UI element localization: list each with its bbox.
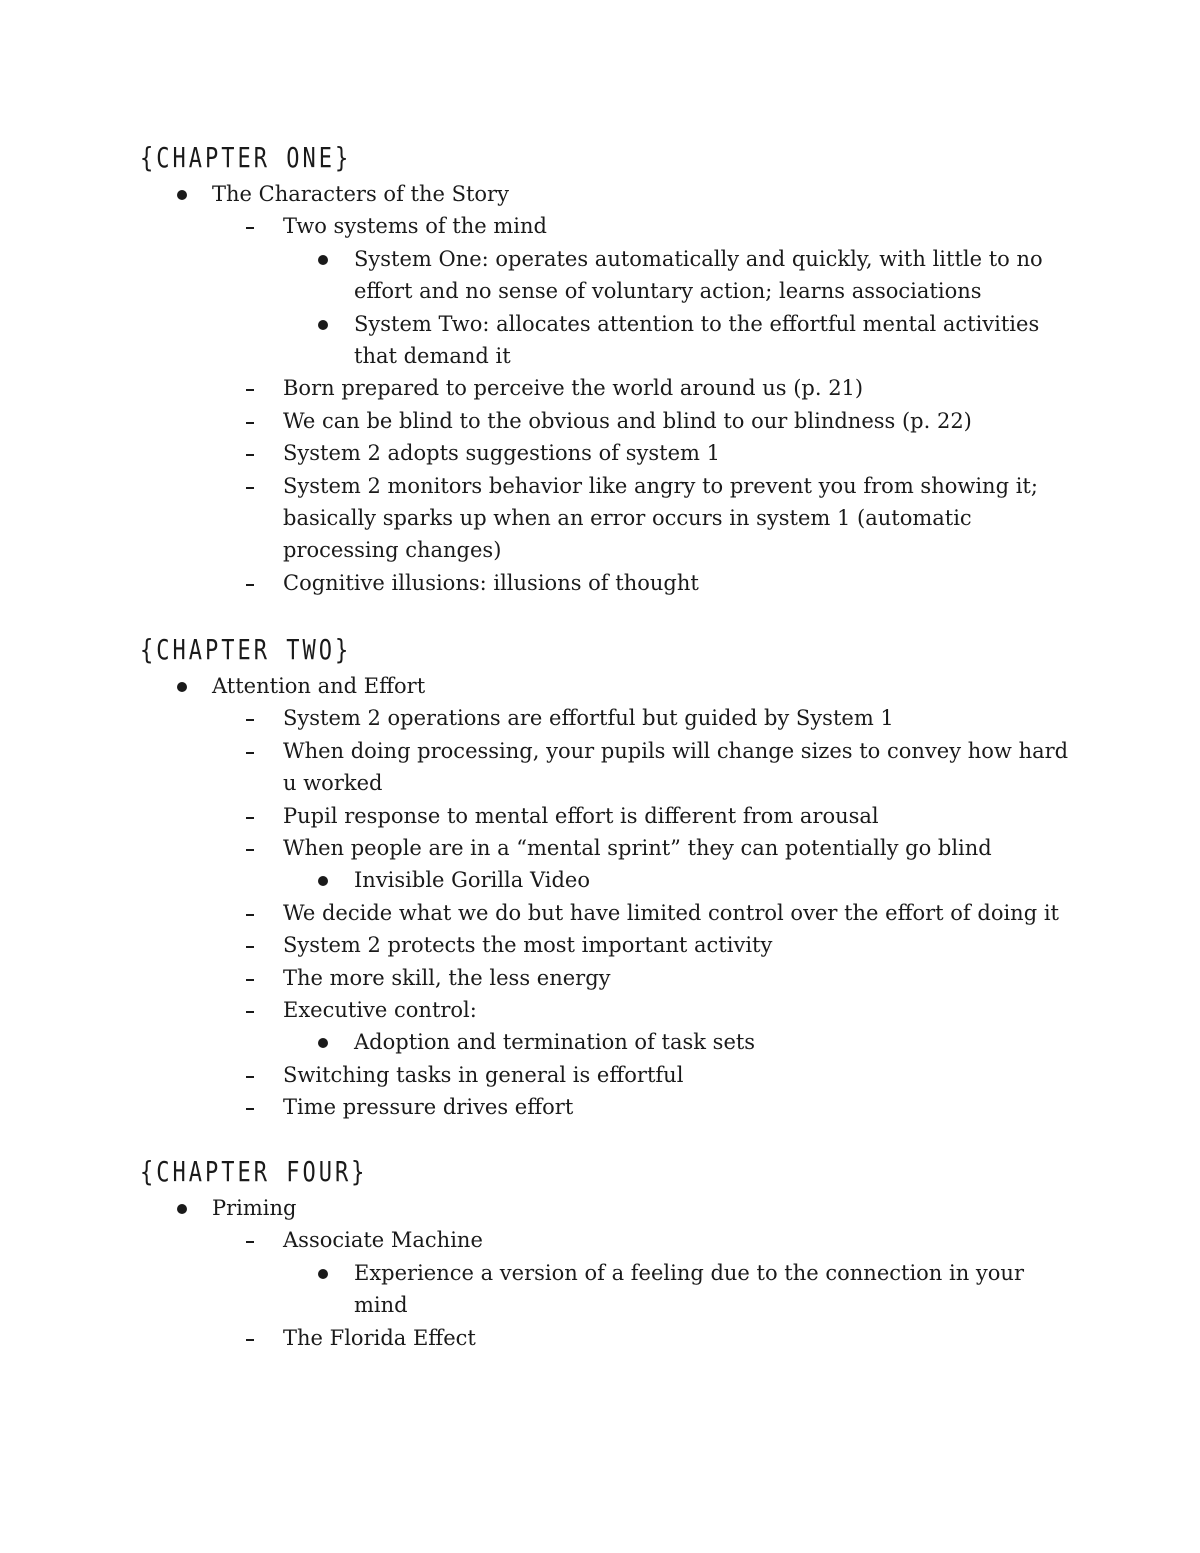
bullet-dot-icon bbox=[177, 190, 187, 200]
list-item-line: Associate Machine bbox=[283, 1228, 483, 1253]
sub-item-line: mind bbox=[354, 1293, 408, 1318]
list-item-line: We can be blind to the obvious and blind to our blindness (p. 22) bbox=[283, 408, 972, 433]
sub-item-line: effort and no sense of voluntary action; learns associations bbox=[354, 279, 982, 304]
bullet-dash-icon bbox=[246, 849, 254, 851]
list-item-line: System 2 protects the most important activity bbox=[283, 933, 773, 958]
bullet-dash-icon bbox=[246, 979, 254, 981]
bullet-dot-icon bbox=[318, 320, 328, 330]
section-title: The Characters of the Story bbox=[212, 182, 509, 206]
bullet-dash-icon bbox=[246, 584, 254, 586]
list-item-line: Two systems of the mind bbox=[283, 214, 547, 239]
chapter-heading: {CHAPTER ONE} bbox=[140, 143, 352, 175]
bullet-dash-icon bbox=[246, 752, 254, 754]
bullet-dash-icon bbox=[246, 454, 254, 456]
bullet-dot-icon bbox=[318, 1038, 328, 1048]
section-title: Attention and Effort bbox=[212, 674, 426, 698]
section-title: Priming bbox=[212, 1196, 297, 1220]
bullet-dash-icon bbox=[246, 1339, 254, 1341]
sub-item-line: System One: operates automatically and quickly, with little to no bbox=[354, 246, 1043, 271]
list-item-line: When doing processing, your pupils will change sizes to convey how hard bbox=[283, 738, 1069, 763]
list-item-line: System 2 adopts suggestions of system 1 bbox=[283, 441, 720, 466]
list-item-line: Switching tasks in general is effortful bbox=[283, 1062, 684, 1087]
bullet-dash-icon bbox=[246, 1241, 254, 1243]
list-item-line: processing changes) bbox=[283, 538, 502, 563]
list-item-line: Time pressure drives effort bbox=[283, 1095, 574, 1120]
bullet-dot-icon bbox=[177, 1204, 187, 1214]
list-item-line: The more skill, the less energy bbox=[283, 965, 611, 990]
list-item-line: System 2 monitors behavior like angry to prevent you from showing it; bbox=[283, 473, 1038, 498]
list-item-line: Born prepared to perceive the world around us (p. 21) bbox=[283, 376, 864, 401]
bullet-dash-icon bbox=[246, 227, 254, 229]
list-item-line: Executive control: bbox=[283, 998, 477, 1022]
bullet-dash-icon bbox=[246, 487, 254, 489]
bullet-dash-icon bbox=[246, 1076, 254, 1078]
sub-item-line: Adoption and termination of task sets bbox=[354, 1030, 756, 1055]
bullet-dot-icon bbox=[318, 876, 328, 886]
list-item-line: u worked bbox=[283, 771, 383, 796]
list-item-line: When people are in a “mental sprint” they can potentially go blind bbox=[283, 836, 992, 860]
bullet-dot-icon bbox=[177, 682, 187, 692]
list-item-line: We decide what we do but have limited control over the effort of doing it bbox=[283, 900, 1059, 925]
list-item-line: Pupil response to mental effort is different from arousal bbox=[283, 803, 879, 828]
chapter-heading: {CHAPTER FOUR} bbox=[140, 1157, 368, 1189]
bullet-dash-icon bbox=[246, 422, 254, 424]
list-item-line: Cognitive illusions: illusions of thought bbox=[283, 570, 699, 595]
list-item-line: The Florida Effect bbox=[283, 1325, 476, 1350]
sub-item-line: Experience a version of a feeling due to the connection in your bbox=[354, 1260, 1024, 1285]
bullet-dash-icon bbox=[246, 1011, 254, 1013]
bullet-dot-icon bbox=[318, 1269, 328, 1279]
bullet-dot-icon bbox=[318, 255, 328, 265]
sub-item-line: Invisible Gorilla Video bbox=[354, 868, 590, 893]
bullet-dash-icon bbox=[246, 719, 254, 721]
sub-item-line: System Two: allocates attention to the effortful mental activities bbox=[354, 311, 1040, 336]
bullet-dash-icon bbox=[246, 389, 254, 391]
bullet-dash-icon bbox=[246, 817, 254, 819]
list-item-line: System 2 operations are effortful but guided by System 1 bbox=[283, 706, 894, 731]
bullet-dash-icon bbox=[246, 946, 254, 948]
list-item-line: basically sparks up when an error occurs in system 1 (automatic bbox=[283, 506, 972, 530]
bullet-dash-icon bbox=[246, 1108, 254, 1110]
sub-item-line: that demand it bbox=[354, 344, 511, 368]
bullet-dash-icon bbox=[246, 914, 254, 916]
chapter-heading: {CHAPTER TWO} bbox=[140, 635, 352, 667]
